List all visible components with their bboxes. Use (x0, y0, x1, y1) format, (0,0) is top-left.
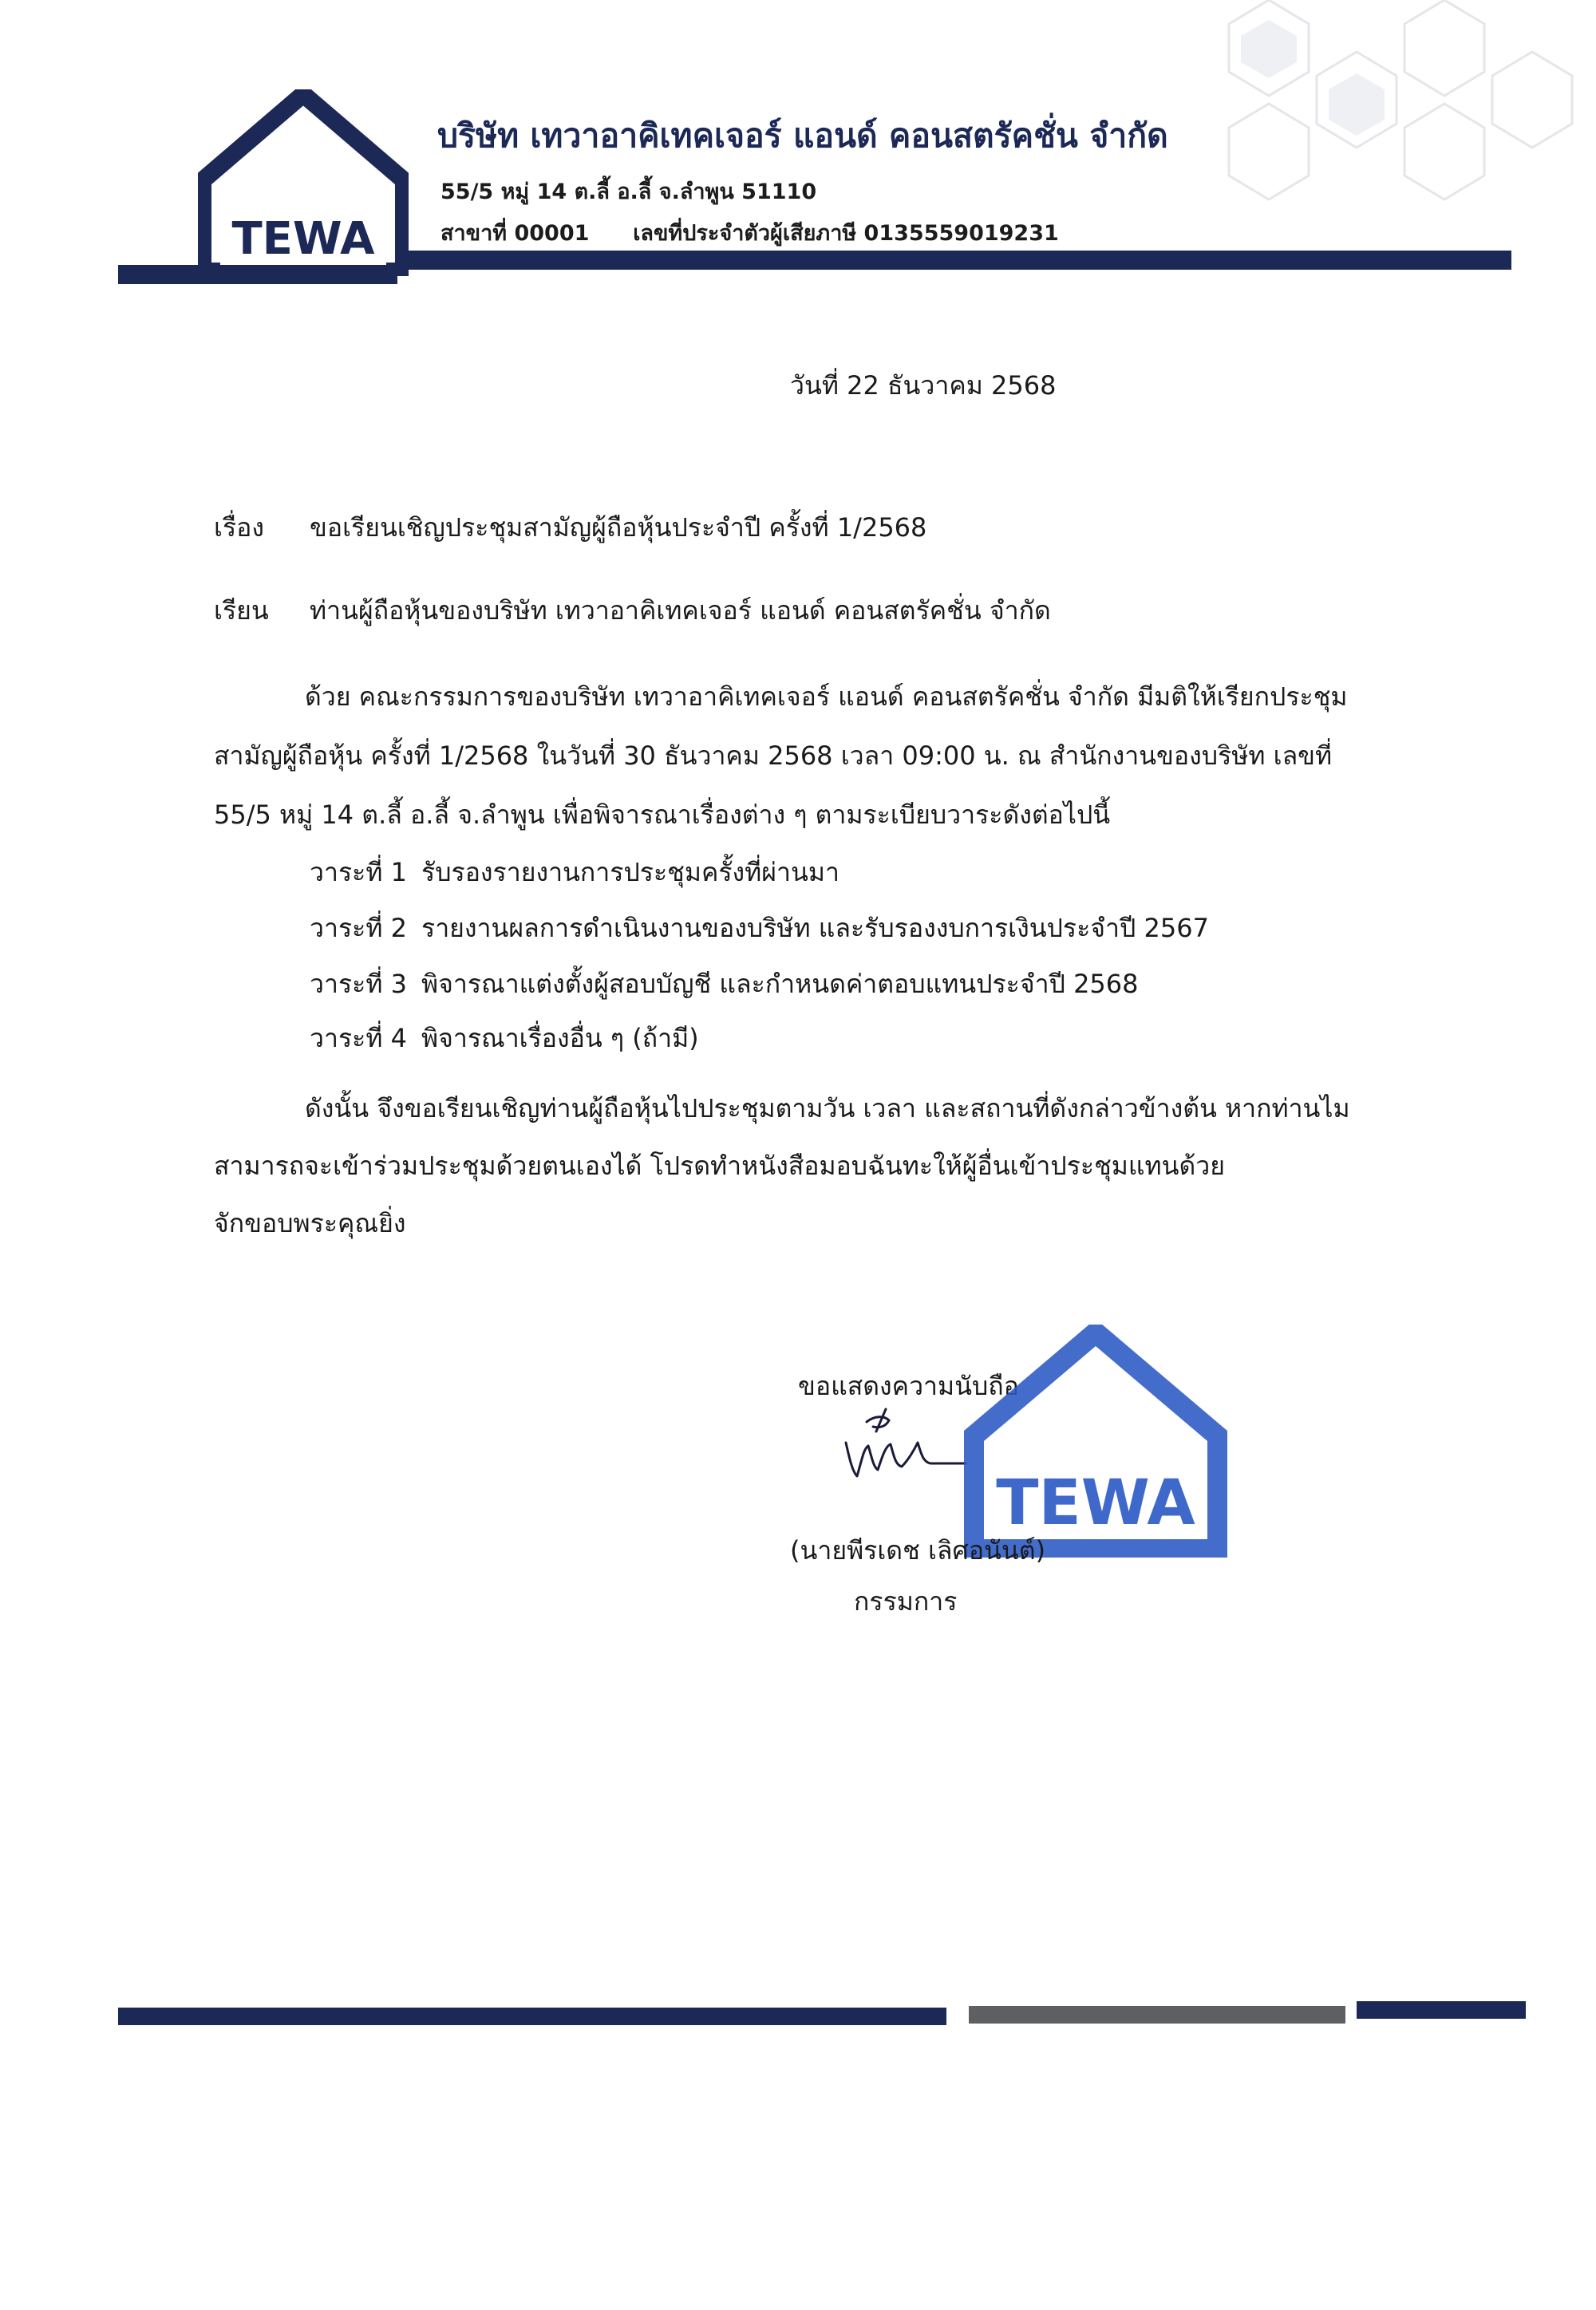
agenda-text: พิจารณาเรื่องอื่น ๆ (ถ้ามี) (421, 1023, 699, 1053)
agenda-text: พิจารณาแต่งตั้งผู้สอบบัญชี และกำหนดค่าตอบแทนประจำปี 2568 (421, 969, 1139, 999)
agenda-text: รายงานผลการดำเนินงานของบริษัท และรับรองงบการเงินประจำปี 2567 (421, 913, 1209, 943)
agenda-number: วาระที่ 4 (310, 1023, 407, 1053)
company-branch-tax-line (440, 215, 1059, 250)
agenda-number: วาระที่ 2 (310, 913, 407, 943)
agenda-item-4 (310, 1018, 699, 1059)
company-address: 55/5 หมู่ 14 ต.ลี้ อ.ลี้ จ.ลำพูน 51110 (440, 180, 817, 204)
stamp-text: TEWA (996, 1467, 1195, 1539)
footer-bar-navy-left (118, 2008, 946, 2025)
logo-text: TEWA (231, 213, 375, 265)
agenda-item-2 (310, 908, 1209, 949)
footer-bar-navy-right (1357, 2001, 1526, 2019)
paragraph-1-line-3: 55/5 หมู่ 14 ต.ลี้ อ.ลี้ จ.ลำพูน เพื่อพิจารณาเรื่องต่าง ๆ ตามระเบียบวาระดังต่อไปนี้ (214, 800, 1111, 830)
paragraph-1-line-2: สามัญผู้ถือหุ้น ครั้งที่ 1/2568 ในวันที่ 30 ธันวาคม 2568 เวลา 09:00 น. ณ สำนักงานของบริษัท เลขที่ (214, 740, 1333, 771)
agenda-item-3 (310, 964, 1139, 1005)
signer-title: กรรมการ (854, 1586, 958, 1617)
company-name: บริษัท เทวาอาคิเทคเจอร์ แอนด์ คอนสตรัคชั่น จำกัด (437, 116, 1168, 155)
closing-phrase: ขอแสดงความนับถือ (798, 1371, 1019, 1401)
agenda-item-1 (310, 852, 839, 893)
agenda-text: รับรองรายงานการประชุมครั้งที่ผ่านมา (421, 857, 839, 887)
tewa-logo (198, 89, 409, 276)
tax-id: เลขที่ประจำตัวผู้เสียภาษี 0135559019231 (633, 221, 1059, 246)
footer-bar-gray-middle (969, 2006, 1345, 2024)
paragraph-2-line-2: สามารถจะเข้าร่วมประชุมด้วยตนเองได้ โปรดทำหนังสือมอบฉันทะให้ผู้อื่นเข้าประชุมแทนด้วย (214, 1151, 1225, 1181)
recipient-label: เรียน (214, 595, 269, 626)
handwritten-signature (838, 1404, 974, 1484)
hexagon-background-pattern (1181, 0, 1596, 207)
header-bar-left (118, 265, 397, 284)
header-bar-right (409, 251, 1511, 270)
subject-label: เรื่อง (214, 512, 264, 543)
recipient-text: ท่านผู้ถือหุ้นของบริษัท เทวาอาคิเทคเจอร์ แอนด์ คอนสตรัคชั่น จำกัด (310, 595, 1051, 626)
agenda-number: วาระที่ 3 (310, 969, 407, 999)
letter-date: วันที่ 22 ธันวาคม 2568 (790, 370, 1057, 401)
agenda-number: วาระที่ 1 (310, 857, 407, 887)
signer-name: (นายพีรเดช เลิศอนันต์) (790, 1535, 1046, 1566)
paragraph-2-line-1: ดังนั้น จึงขอเรียนเชิญท่านผู้ถือหุ้นไปประชุมตามวัน เวลา และสถานที่ดังกล่าวข้างต้น หากท่านไม (305, 1093, 1350, 1123)
branch-number: สาขาที่ 00001 (440, 221, 590, 246)
subject-text: ขอเรียนเชิญประชุมสามัญผู้ถือหุ้นประจำปี ครั้งที่ 1/2568 (310, 512, 927, 543)
company-seal-stamp (964, 1325, 1227, 1558)
paragraph-2-line-3: จักขอบพระคุณยิ่ง (214, 1208, 406, 1238)
paragraph-1-line-1: ด้วย คณะกรรมการของบริษัท เทวาอาคิเทคเจอร์ แอนด์ คอนสตรัคชั่น จำกัด มีมติให้เรียกประชุม (305, 681, 1348, 712)
